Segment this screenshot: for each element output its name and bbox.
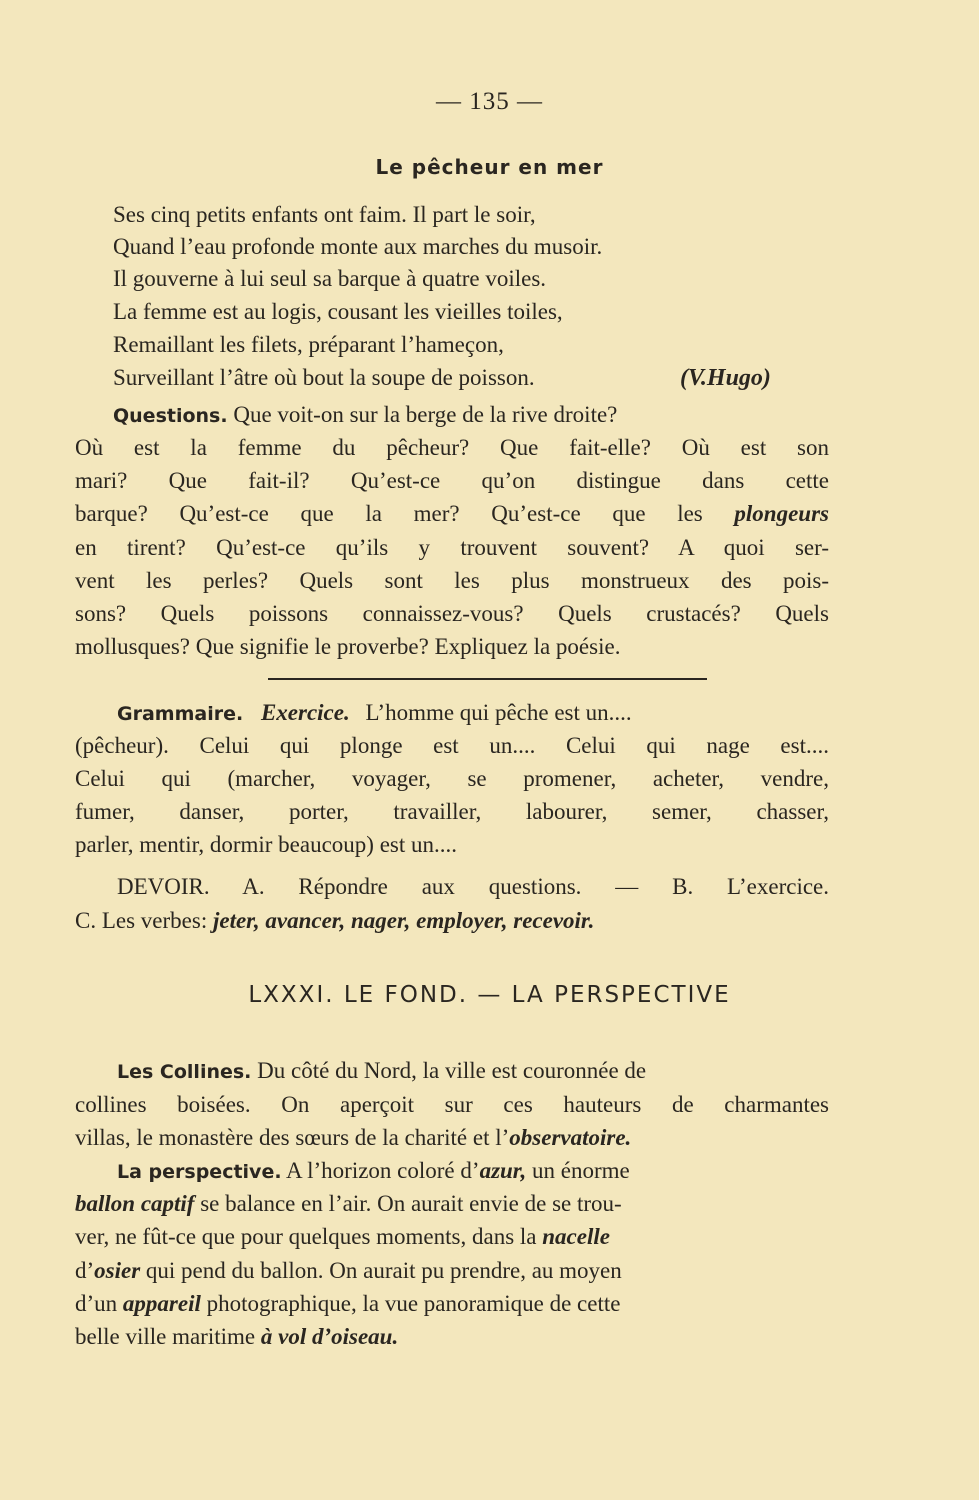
collines-label: Les Collines. [117, 1061, 252, 1083]
questions-line-1: Questions. Que voit-on sur la berge de la rive droite? [113, 402, 618, 427]
grammar-line: parler, mentir, dormir beaucoup) est un.... [75, 832, 458, 857]
perspective-line-1: La perspective. A l’horizon coloré d’azur, un énorme [117, 1158, 630, 1183]
poem-line: Il gouverne à lui seul sa barque à quatre voiles. [113, 266, 547, 291]
perspective-line: ver, ne fût-ce que pour quelques moments, dans la nacelle [75, 1224, 610, 1249]
poem-line: La femme est au logis, cousant les vieilles toiles, [113, 299, 563, 324]
term-azur: azur, [479, 1158, 527, 1183]
poem-line: Quand l’eau profonde monte aux marches du musoir. [113, 234, 603, 259]
poem-line: Remaillant les filets, préparant l’hameçon, [113, 332, 504, 357]
verb: jeter, [212, 908, 260, 933]
section-divider [268, 678, 707, 680]
poem-line: Surveillant l’âtre où bout la soupe de poisson. [113, 365, 535, 390]
questions-line: mollusques? Que signifie le proverbe? Expliquez la poésie. [75, 634, 621, 659]
term-nacelle: nacelle [542, 1224, 610, 1249]
term-appareil: appareil [122, 1291, 201, 1316]
devoir-line: DEVOIR. A. Répondre aux questions. — B. L’exercice. [117, 874, 829, 899]
devoir-verbs-line: C. Les verbes: jeter, avancer, nager, employer, recevoir. [75, 908, 595, 933]
grammar-line: fumer, danser, porter, travailler, labourer, semer, chasser, [75, 799, 829, 824]
questions-line: sons? Quels poissons connaissez-vous? Quels crustacés? Quels [75, 601, 829, 626]
perspective-line: ballon captif se balance en l’air. On aurait envie de se trou- [75, 1191, 622, 1216]
term-observatoire: observatoire. [509, 1125, 632, 1150]
poem-author: (V.Hugo) [680, 365, 771, 391]
poem-title: Le pêcheur en mer [375, 155, 604, 179]
perspective-line: d’un appareil photographique, la vue panoramique de cette [75, 1291, 621, 1316]
questions-line: vent les perles? Quels sont les plus monstrueux des pois- [75, 568, 829, 593]
term-ballon-captif: ballon captif [75, 1191, 195, 1216]
verb: employer, [416, 908, 508, 933]
perspective-line: belle ville maritime à vol d’oiseau. [75, 1324, 399, 1349]
term-osier: osier [94, 1258, 141, 1283]
questions-line: en tirent? Qu’est-ce qu’ils y trouvent souvent? A quoi ser- [75, 535, 829, 560]
questions-line: Où est la femme du pêcheur? Que fait-elle? Où est son [75, 435, 829, 460]
verb: nager, [350, 908, 411, 933]
section-title: LXXXI. LE FOND. — LA PERSPECTIVE [248, 982, 731, 1008]
grammar-line: (pêcheur). Celui qui plonge est un.... Celui qui nage est.... [75, 733, 829, 758]
term-a-vol-doiseau: à vol d’oiseau. [260, 1324, 399, 1349]
exercise-label: Exercice. [260, 700, 350, 725]
grammar-line-1: Grammaire. Exercice. L’homme qui pêche est un.... [117, 700, 632, 725]
grammar-label: Grammaire. [117, 703, 244, 725]
perspective-label: La perspective. [117, 1161, 282, 1183]
collines-line: villas, le monastère des sœurs de la charité et l’observatoire. [75, 1125, 632, 1150]
questions-label: Questions. [113, 405, 228, 427]
verb: recevoir. [513, 908, 595, 933]
poem-line: Ses cinq petits enfants ont faim. Il part le soir, [113, 202, 536, 227]
term-plongeurs: plongeurs [734, 501, 830, 526]
collines-line-1: Les Collines. Du côté du Nord, la ville est couronnée de [117, 1058, 647, 1083]
questions-line: barque? Qu’est-ce que la mer? Qu’est-ce que les plongeurs [75, 501, 830, 526]
questions-line: mari? Que fait-il? Qu’est-ce qu’on distingue dans cette [75, 468, 829, 493]
grammar-line: Celui qui (marcher, voyager, se promener, acheter, vendre, [75, 766, 829, 791]
perspective-line: d’osier qui pend du ballon. On aurait pu prendre, au moyen [75, 1258, 622, 1283]
collines-line: collines boisées. On aperçoit sur ces hauteurs de charmantes [75, 1092, 829, 1117]
verb: avancer, [265, 908, 346, 933]
page-number: — 135 — [436, 88, 543, 115]
